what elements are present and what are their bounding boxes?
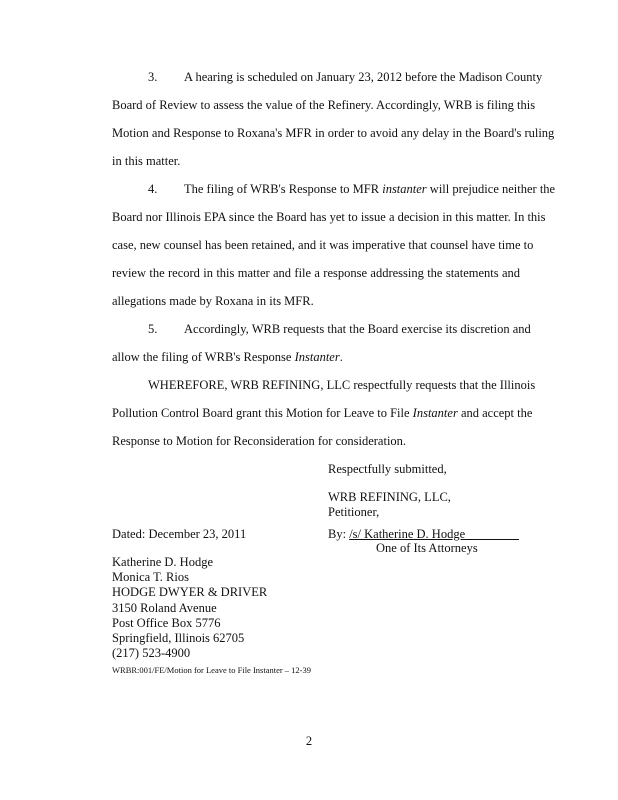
electronic-signature: /s/ Katherine D. Hodge [349,527,466,541]
signature-underline [465,527,519,540]
wherefore-line-1: WHEREFORE, WRB REFINING, LLC respectfully requests that the Illinois [148,378,536,392]
paragraph-4-line-3: case, new counsel has been retained, and it was imperative that counsel have time to [112,238,534,252]
paragraph-3-line-2: Board of Review to assess the value of the Refinery. Accordingly, WRB is filing this [112,98,536,112]
page-number: 2 [305,734,313,748]
date-line: Dated: December 23, 2011 [112,527,247,541]
counsel-line: (217) 523-4900 [112,646,191,661]
document-footer: WRBR:001/FE/Motion for Leave to File Instanter – 12-39 [112,665,312,675]
paragraph-5-line-2: allow the filing of WRB's Response Instanter. [112,350,343,364]
paragraph-3-line-4: in this matter. [112,154,181,168]
wherefore-line-3: Response to Motion for Reconsideration for consideration. [112,434,407,448]
paragraph-4-line-5: allegations made by Roxana in its MFR. [112,294,314,308]
signer-title: One of Its Attorneys [376,541,478,555]
counsel-line: Springfield, Illinois 62705 [112,630,245,645]
party-role: Petitioner, [328,505,380,519]
paragraph-3-line-1: A hearing is scheduled on January 23, 2012 before the Madison County [184,70,543,84]
paragraph-4-line-1: The filing of WRB's Response to MFR instanter will prejudice neither the [184,182,556,196]
wherefore-line-2: Pollution Control Board grant this Motion for Leave to File Instanter and accept the [112,406,533,420]
paragraph-4-number: 4. [148,182,158,196]
counsel-line: Katherine D. Hodge [112,555,214,569]
counsel-line: Monica T. Rios [112,570,189,585]
closing-text: Respectfully submitted, [328,462,447,476]
instanter-italic: Instanter [412,406,458,420]
signature-line: By: /s/ Katherine D. Hodge [328,527,519,542]
paragraph-4-line-2: Board nor Illinois EPA since the Board has yet to issue a decision in this matter. In this [112,210,546,224]
paragraph-3-line-3: Motion and Response to Roxana's MFR in order to avoid any delay in the Board's ruling [112,126,555,140]
counsel-line: HODGE DWYER & DRIVER [112,585,268,600]
paragraph-3-number: 3. [148,70,158,84]
party-name: WRB REFINING, LLC, [328,490,451,504]
counsel-address-block [112,555,267,661]
paragraph-5-number: 5. [148,322,158,336]
instanter-italic: Instanter [294,350,340,364]
counsel-line: 3150 Roland Avenue [112,600,217,615]
paragraph-4-line-4: review the record in this matter and file a response addressing the statements and [112,266,520,280]
instanter-italic: instanter [382,182,427,196]
paragraph-5-line-1: Accordingly, WRB requests that the Board exercise its discretion and [184,322,531,336]
counsel-line: Post Office Box 5776 [112,615,221,630]
